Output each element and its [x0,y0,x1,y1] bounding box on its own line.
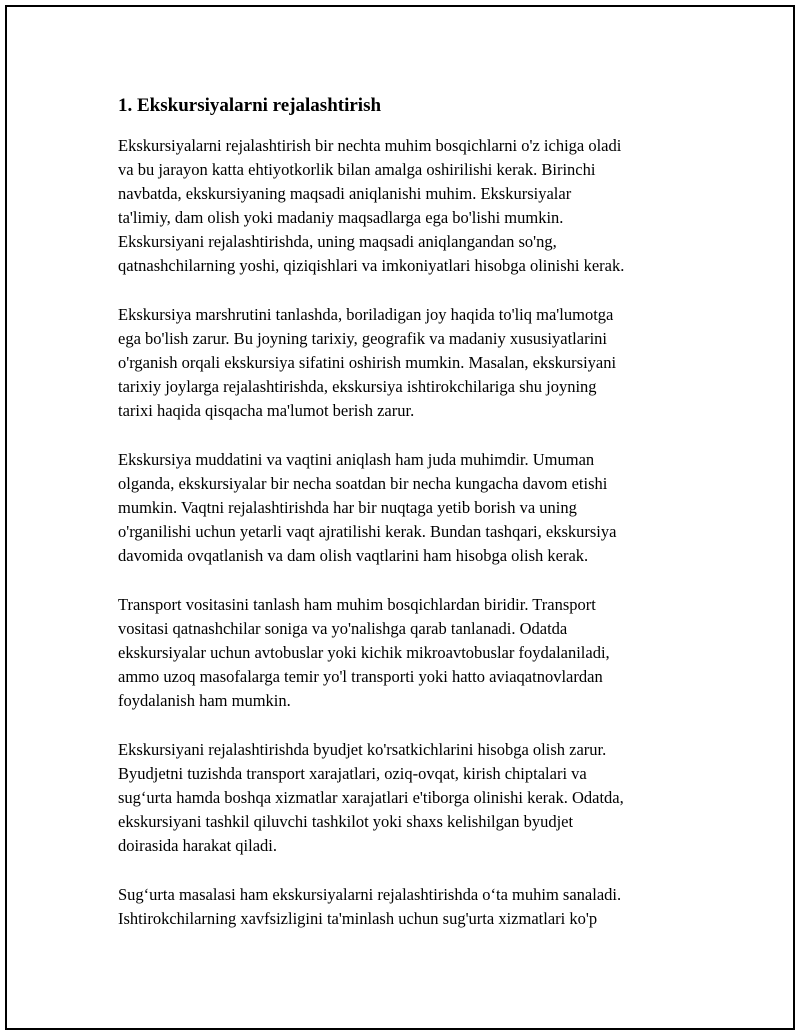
text-line: ekskursiyalar uchun avtobuslar yoki kichik mikroavtobuslar foydalaniladi, [118,643,610,662]
text-line: ega bo'lish zarur. Bu joyning tarixiy, geografik va madaniy xususiyatlarini [118,329,607,348]
text-line: Ekskursiyani rejalashtirishda byudjet ko'rsatkichlarini hisobga olish zarur. [118,740,607,759]
text-line: doirasida harakat qiladi. [118,836,277,855]
text-line: tarixi haqida qisqacha ma'lumot berish zarur. [118,401,415,420]
text-line: Sug‘urta masalasi ham ekskursiyalarni rejalashtirishda o‘ta muhim sanaladi. [118,885,622,904]
text-line: Ishtirokchilarning xavfsizligini ta'minlash uchun sug'urta xizmatlari ko'p [118,909,598,928]
text-line: vositasi qatnashchilar soniga va yo'nalishga qarab tanlanadi. Odatda [118,619,568,638]
text-line: olganda, ekskursiyalar bir necha soatdan bir necha kungacha davom etishi [118,474,608,493]
text-line: ammo uzoq masofalarga temir yo'l transporti yoki hatto aviaqatnovlardan [118,667,603,686]
text-line: sug‘urta hamda boshqa xizmatlar xarajatlari e'tiborga olinishi kerak. Odatda, [118,788,624,807]
text-line: navbatda, ekskursiyaning maqsadi aniqlanishi muhim. Ekskursiyalar [118,184,572,203]
text-line: ta'limiy, dam olish yoki madaniy maqsadlarga ega bo'lishi mumkin. [118,208,564,227]
text-line: o'rganilishi uchun yetarli vaqt ajratilishi kerak. Bundan tashqari, ekskursiya [118,522,617,541]
text-line: tarixiy joylarga rejalashtirishda, ekskursiya ishtirokchilariga shu joyning [118,377,597,396]
text-line: Ekskursiya muddatini va vaqtini aniqlash ham juda muhimdir. Umuman [118,450,595,469]
text-line: Ekskursiyalarni rejalashtirish bir nechta muhim bosqichlarni o'z ichiga oladi [118,136,622,155]
text-line: Byudjetni tuzishda transport xarajatlari, oziq-ovqat, kirish chiptalari va [118,764,587,783]
section-heading: 1. Ekskursiyalarni rejalashtirish [118,95,382,116]
text-line: Transport vositasini tanlash ham muhim bosqichlardan biridir. Transport [118,595,596,614]
text-line: foydalanish ham mumkin. [118,691,291,710]
text-line: Ekskursiyani rejalashtirishda, uning maqsadi aniqlangandan so'ng, [118,232,557,251]
text-line: mumkin. Vaqtni rejalashtirishda har bir nuqtaga yetib borish va uning [118,498,577,517]
text-line: Ekskursiya marshrutini tanlashda, boriladigan joy haqida to'liq ma'lumotga [118,305,614,324]
text-line: o'rganish orqali ekskursiya sifatini oshirish mumkin. Masalan, ekskursiyani [118,353,617,372]
text-line: ekskursiyani tashkil qiluvchi tashkilot yoki shaxs kelishilgan byudjet [118,812,574,831]
text-line: va bu jarayon katta ehtiyotkorlik bilan amalga oshirilishi kerak. Birinchi [118,160,596,179]
text-line: davomida ovqatlanish va dam olish vaqtlarini ham hisobga olish kerak. [118,546,589,565]
text-line: qatnashchilarning yoshi, qiziqishlari va imkoniyatlari hisobga olinishi kerak. [118,256,625,275]
